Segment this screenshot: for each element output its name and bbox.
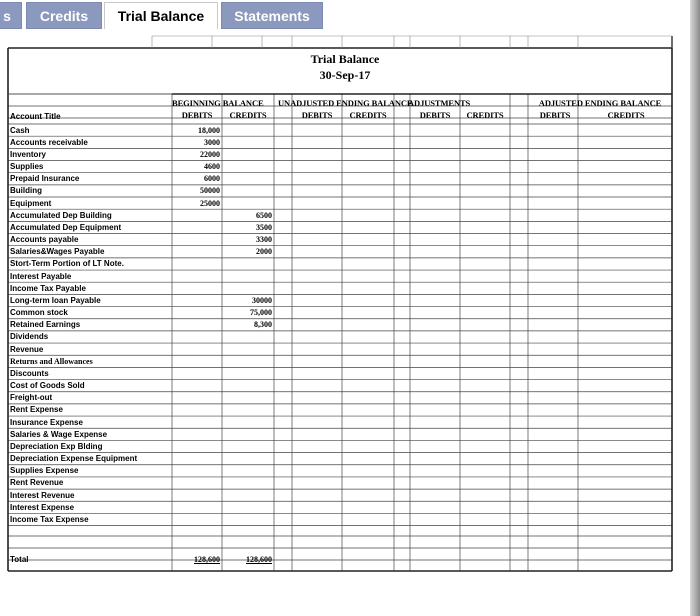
account-name: Dividends: [10, 332, 49, 342]
account-name: Accumulated Dep Equipment: [10, 222, 122, 232]
account-name: Building: [10, 186, 42, 196]
sheet-date: 30-Sep-17: [319, 68, 371, 82]
tab-partial[interactable]: s: [0, 2, 22, 29]
tab-trial-balance[interactable]: Trial Balance: [104, 2, 218, 29]
account-name: Common stock: [10, 308, 68, 318]
label-credits-adjusted: CREDITS: [607, 110, 645, 120]
header-unadjusted-balance: UNADJUSTED ENDING BALANCE: [278, 98, 413, 108]
beginning-debit-cell[interactable]: 3000: [204, 137, 220, 147]
total-debit: 128,600: [194, 555, 220, 564]
account-name: Accounts receivable: [10, 137, 88, 147]
account-name: Prepaid Insurance: [10, 174, 80, 184]
tab-bar: [0, 0, 700, 33]
account-name: Supplies: [10, 162, 44, 171]
label-debits-unadjusted: DEBITS: [301, 110, 333, 120]
beginning-credit-cell[interactable]: 75,000: [250, 308, 272, 318]
tab-credits[interactable]: Credits: [26, 2, 102, 29]
sheet-title: Trial Balance: [310, 52, 380, 66]
label-debits-adjusted: DEBITS: [539, 110, 571, 120]
beginning-debit-cell[interactable]: 18,000: [198, 125, 220, 135]
beginning-credit-cell[interactable]: 3500: [256, 222, 272, 232]
account-name: Freight-out: [10, 393, 53, 403]
account-name: Rent Revenue: [10, 478, 64, 488]
label-credits-beginning: CREDITS: [229, 110, 267, 120]
header-adjustments: ADJUSTMENTS: [408, 98, 471, 108]
account-name: Cost of Goods Sold: [10, 381, 85, 391]
tab-statements[interactable]: Statements: [221, 2, 323, 29]
beginning-debit-cell[interactable]: 22000: [200, 149, 220, 159]
account-name: Salaries&Wages Payable: [10, 247, 105, 257]
account-name: Long-term loan Payable: [10, 295, 101, 305]
account-name: Discounts: [10, 368, 49, 378]
account-name: Interest Payable: [10, 271, 72, 281]
window-edge: [690, 0, 700, 616]
account-name: Equipment: [10, 198, 52, 208]
account-name: Income Tax Expense: [10, 514, 89, 524]
account-name: Interest Revenue: [10, 490, 75, 500]
account-name: Interest Expense: [10, 502, 75, 512]
account-title-header: Account Title: [10, 112, 61, 121]
account-name: Returns and Allowances: [10, 356, 93, 366]
beginning-credit-cell[interactable]: 2000: [256, 247, 272, 257]
account-name: Retained Earnings: [10, 320, 81, 330]
beginning-debit-cell[interactable]: 50000: [200, 186, 220, 196]
total-credit: 128,600: [246, 555, 272, 564]
label-debits-beginning: DEBITS: [181, 110, 213, 120]
beginning-credit-cell[interactable]: 3300: [256, 235, 272, 245]
label-debits-adjustments: DEBITS: [419, 110, 451, 120]
account-name: Income Tax Payable: [10, 283, 86, 293]
account-name: Stort-Term Portion of LT Note.: [10, 259, 124, 269]
account-name: Accumulated Dep Building: [10, 210, 112, 220]
account-name: Depreciation Exp Blding: [10, 441, 103, 451]
account-name: Supplies Expense: [10, 466, 79, 476]
account-name: Depreciation Expense Equipment: [10, 454, 138, 464]
account-name: Accounts payable: [10, 235, 79, 245]
total-label: Total: [10, 555, 29, 564]
beginning-debit-cell[interactable]: 25000: [200, 198, 220, 208]
account-name: Cash: [10, 125, 30, 135]
beginning-credit-cell[interactable]: 8,300: [254, 320, 272, 330]
account-name: Revenue: [10, 344, 44, 354]
beginning-debit-cell[interactable]: 6000: [204, 174, 220, 184]
label-credits-unadjusted: CREDITS: [349, 110, 387, 120]
beginning-credit-cell[interactable]: 6500: [256, 210, 272, 220]
label-credits-adjustments: CREDITS: [466, 110, 504, 120]
account-name: Rent Expense: [10, 405, 63, 415]
account-name: Salaries & Wage Expense: [10, 429, 108, 439]
account-name: Inventory: [10, 149, 47, 159]
account-name: Insurance Expense: [10, 417, 83, 427]
beginning-debit-cell[interactable]: 4600: [204, 162, 220, 171]
header-adjusted-balance: ADJUSTED ENDING BALANCE: [538, 98, 662, 108]
header-beginning-balance: BEGINNING BALANCE: [172, 98, 264, 108]
beginning-credit-cell[interactable]: 30000: [252, 295, 272, 305]
